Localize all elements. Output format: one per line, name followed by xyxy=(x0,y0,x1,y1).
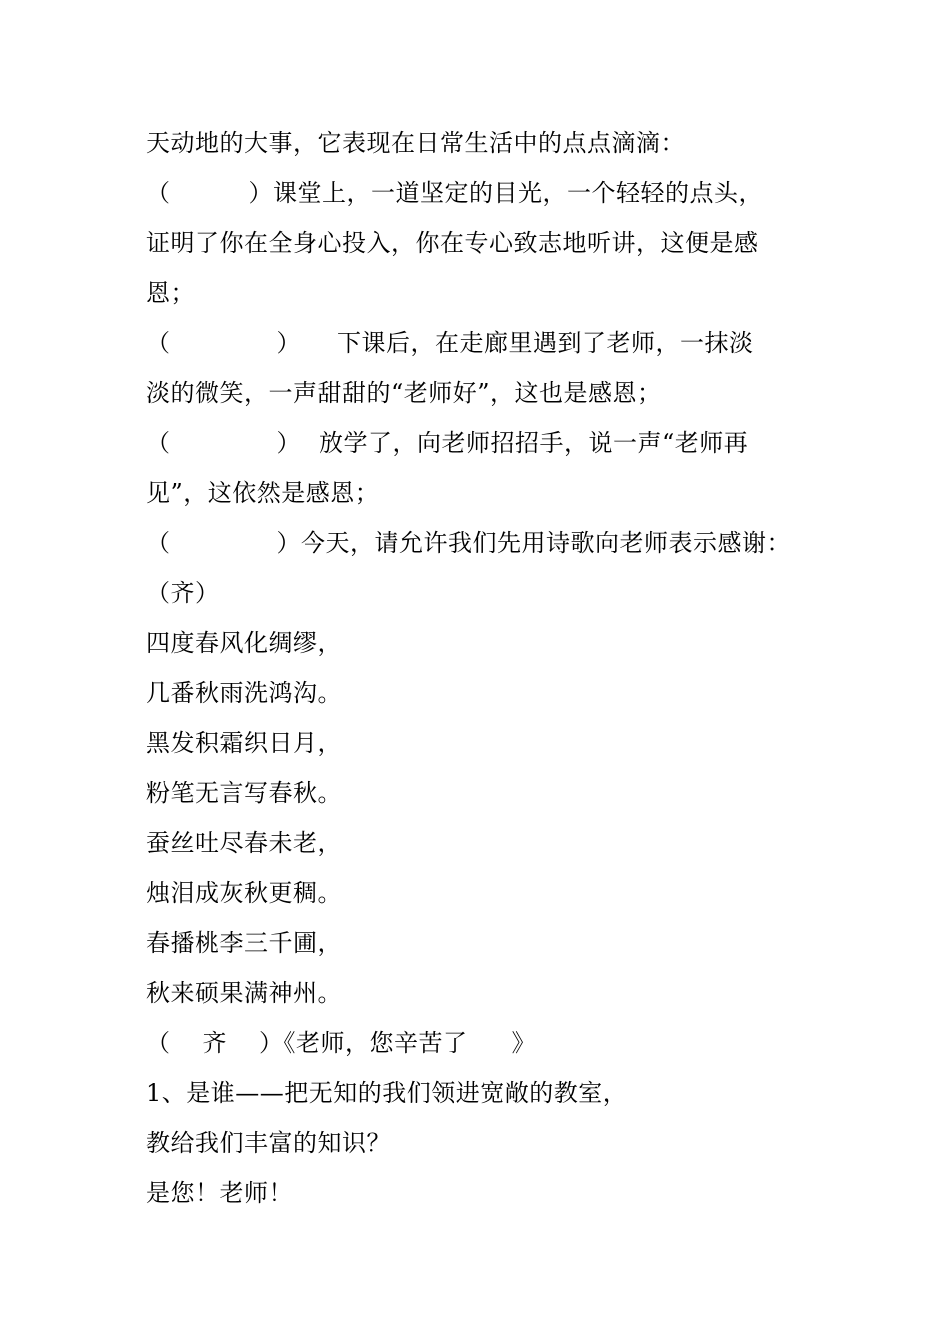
poem-line xyxy=(146,618,810,668)
text-segment: 蚕丝吐尽春未老， xyxy=(146,829,342,857)
poem-line xyxy=(146,818,810,868)
text-segment: 恩； xyxy=(146,279,195,307)
text-line xyxy=(146,318,810,368)
text-line xyxy=(146,1168,810,1218)
text-line xyxy=(146,468,810,518)
text-segment: 1、是谁——把无知的我们领进宽敞的教室， xyxy=(146,1079,628,1107)
text-segment: 放学了，向老师招招手，说一声“老师再 xyxy=(319,429,749,457)
text-line xyxy=(146,1118,810,1168)
text-segment: 教给我们丰富的知识？ xyxy=(146,1129,391,1157)
document-body xyxy=(146,118,810,1218)
bracket-open: （ xyxy=(146,429,171,457)
text-line xyxy=(146,168,810,218)
text-segment: 四度春风化绸缪， xyxy=(146,629,342,657)
text-segment: 黑发积霜织日月， xyxy=(146,729,342,757)
text-segment: 天动地的大事，它表现在日常生活中的点点滴滴： xyxy=(146,129,685,157)
poem-line xyxy=(146,718,810,768)
bracket-close: ） xyxy=(276,329,301,357)
text-line xyxy=(146,568,810,618)
text-segment: 秋来硕果满神州。 xyxy=(146,979,342,1007)
text-segment: 》 xyxy=(511,1029,536,1057)
text-segment: 淡的微笑，一声甜甜的“老师好”，这也是感恩； xyxy=(146,379,662,407)
text-segment: 几番秋雨洗鸿沟。 xyxy=(146,679,342,707)
text-line xyxy=(146,218,810,268)
poem-line xyxy=(146,968,810,1018)
bracket-open: （ xyxy=(146,179,171,207)
text-segment: ）《老师，您辛苦了 xyxy=(259,1029,468,1057)
text-line xyxy=(146,1068,810,1118)
text-segment: 证明了你在全身心投入，你在专心致志地听讲，这便是感 xyxy=(146,229,759,257)
text-segment: 春播桃李三千圃， xyxy=(146,929,342,957)
text-segment: 烛泪成灰秋更稠。 xyxy=(146,879,342,907)
bracket-close: ） xyxy=(276,429,301,457)
text-line xyxy=(146,1018,810,1068)
text-line xyxy=(146,268,810,318)
text-segment: ）课堂上，一道坚定的目光，一个轻轻的点头， xyxy=(248,179,763,207)
bracket-open: （ xyxy=(146,529,171,557)
text-segment: 下课后，在走廊里遇到了老师，一抹淡 xyxy=(337,329,754,357)
bracket-open: （ xyxy=(146,329,171,357)
text-line xyxy=(146,518,810,568)
poem-line xyxy=(146,868,810,918)
bracket-open: （ xyxy=(146,1029,171,1057)
text-segment: （齐） xyxy=(146,579,220,607)
text-line xyxy=(146,368,810,418)
text-line xyxy=(146,118,810,168)
text-segment: 是您！老师！ xyxy=(146,1179,293,1207)
text-line xyxy=(146,418,810,468)
text-segment: 齐 xyxy=(202,1029,227,1057)
text-segment: 粉笔无言写春秋。 xyxy=(146,779,342,807)
poem-line xyxy=(146,918,810,968)
poem-line xyxy=(146,768,810,818)
poem-line xyxy=(146,668,810,718)
text-segment: ）今天，请允许我们先用诗歌向老师表示感谢： xyxy=(276,529,791,557)
text-segment: 见”，这依然是感恩； xyxy=(146,479,380,507)
